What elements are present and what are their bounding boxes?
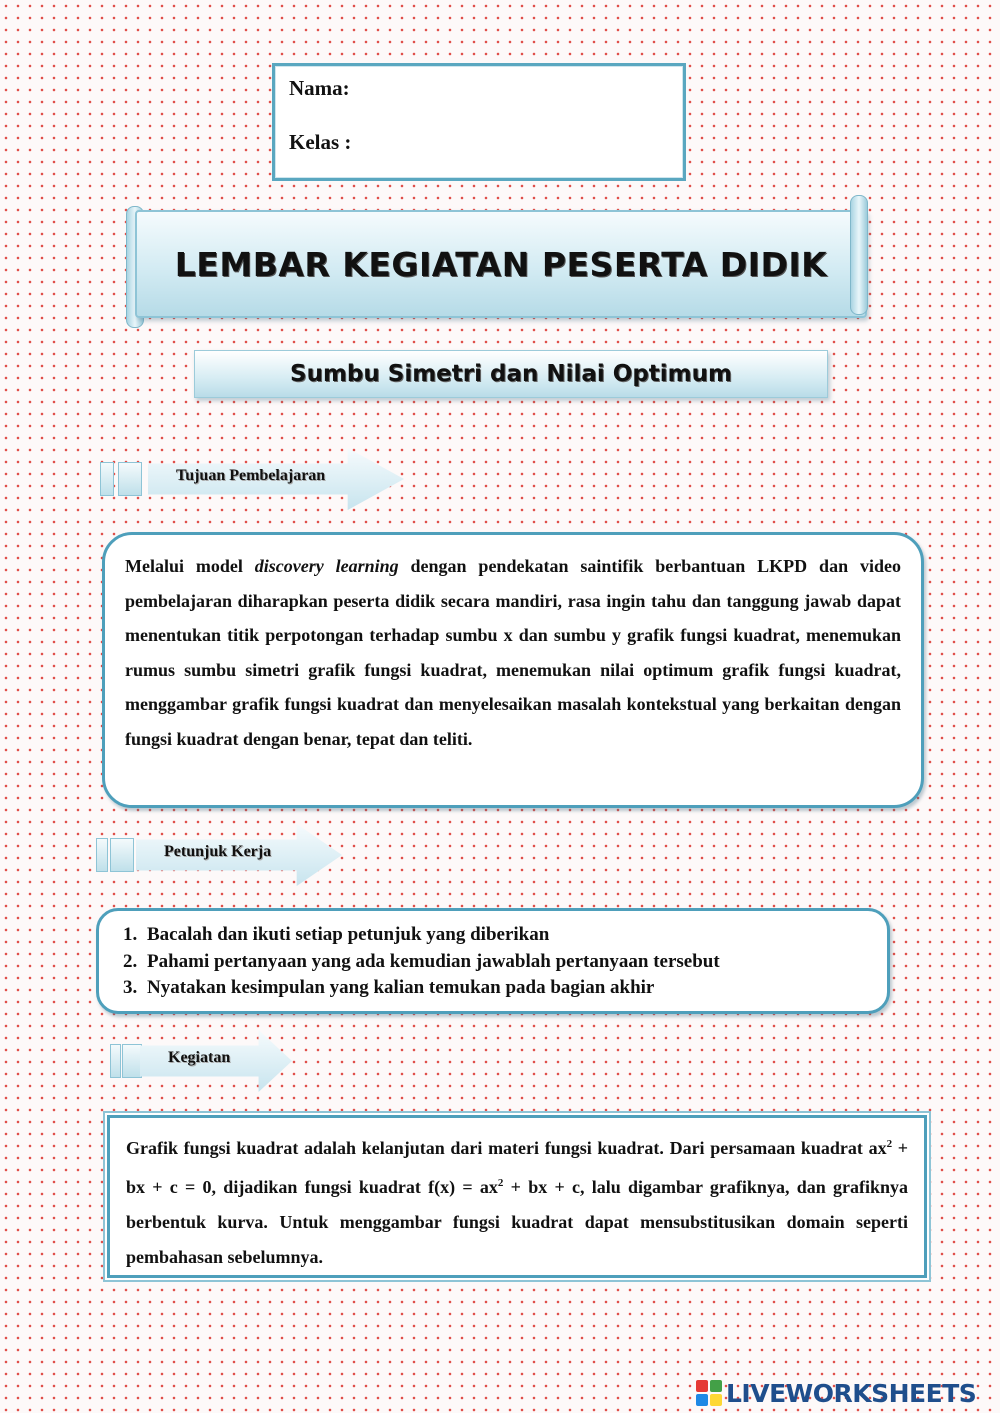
tujuan-paragraph: Melalui model discovery learning dengan pendekatan saintifik berbantuan LKPD dan video pembelajaran diharapkan peserta didik secara mandiri, rasa ingin tahu dan tanggung jawab dapat menentukan titik perpotongan terhadap sumbu x dan sumbu y grafik fungsi kuadrat, menemukan rumus sumbu simetri grafik fungsi kuadrat, menemukan nilai optimum grafik fungsi kuadrat, menggambar grafik fungsi kuadrat dan menyelesaikan masalah kontekstual yang berkaitan dengan fungsi kuadrat dengan benar, tepat dan teliti. [125, 556, 901, 749]
arrow-stub [100, 462, 114, 496]
page-title: LEMBAR KEGIATAN PESERTA DIDIK [174, 244, 828, 284]
watermark-text: LIVEWORKSHEETS [726, 1378, 977, 1408]
arrow-stub [118, 462, 142, 496]
logo-square [710, 1394, 722, 1406]
list-item: 3. Nyatakan kesimpulan yang kalian temukan pada bagian akhir [123, 977, 655, 998]
list-item: 2. Pahami pertanyaan yang ada kemudian jawablah pertanyaan tersebut [123, 950, 720, 972]
tujuan-arrow-header [100, 448, 404, 510]
petunjuk-box [96, 908, 890, 1014]
kelas-label: Kelas : [289, 130, 352, 154]
logo-square [696, 1394, 708, 1406]
petunjuk-arrow-header [96, 824, 342, 886]
arrow-stub [110, 838, 134, 872]
tujuan-heading: Tujuan Pembelajaran [176, 467, 326, 484]
list-item: 1. Bacalah dan ikuti setiap petunjuk yang diberikan [123, 924, 550, 945]
nama-label: Nama: [289, 76, 350, 100]
liveworksheets-logo-icon [696, 1380, 722, 1406]
tujuan-box [102, 532, 924, 808]
subtitle-bar [194, 350, 828, 398]
petunjuk-list [123, 922, 720, 1002]
kegiatan-arrow-header [110, 1030, 292, 1092]
subtitle-text: Sumbu Simetri dan Nilai Optimum [290, 361, 732, 387]
liveworksheets-watermark [696, 1376, 996, 1410]
student-info-box [272, 63, 686, 181]
arrow-stub [122, 1044, 142, 1078]
kegiatan-box [107, 1115, 927, 1278]
arrow-stub [96, 838, 108, 872]
title-banner [135, 210, 867, 318]
logo-square [696, 1380, 708, 1392]
kegiatan-heading: Kegiatan [168, 1049, 231, 1066]
petunjuk-heading: Petunjuk Kerja [164, 843, 272, 860]
kegiatan-paragraph: Grafik fungsi kuadrat adalah kelanjutan dari materi fungsi kuadrat. Dari persamaan kuadrat $ax^2$ + bx + c = 0, dijadikan fungsi kuadrat $f(x) = ax^2$ + bx + c, lalu digambar grafiknya, dan grafiknya berbentuk kurva. Untuk menggambar fungsi kuadrat dapat mensubstitusikan domain seperti pembahasan sebelumnya. [126, 1138, 908, 1267]
arrow-stub [110, 1044, 121, 1078]
logo-square [710, 1380, 722, 1392]
scroll-roll-right [850, 195, 868, 315]
